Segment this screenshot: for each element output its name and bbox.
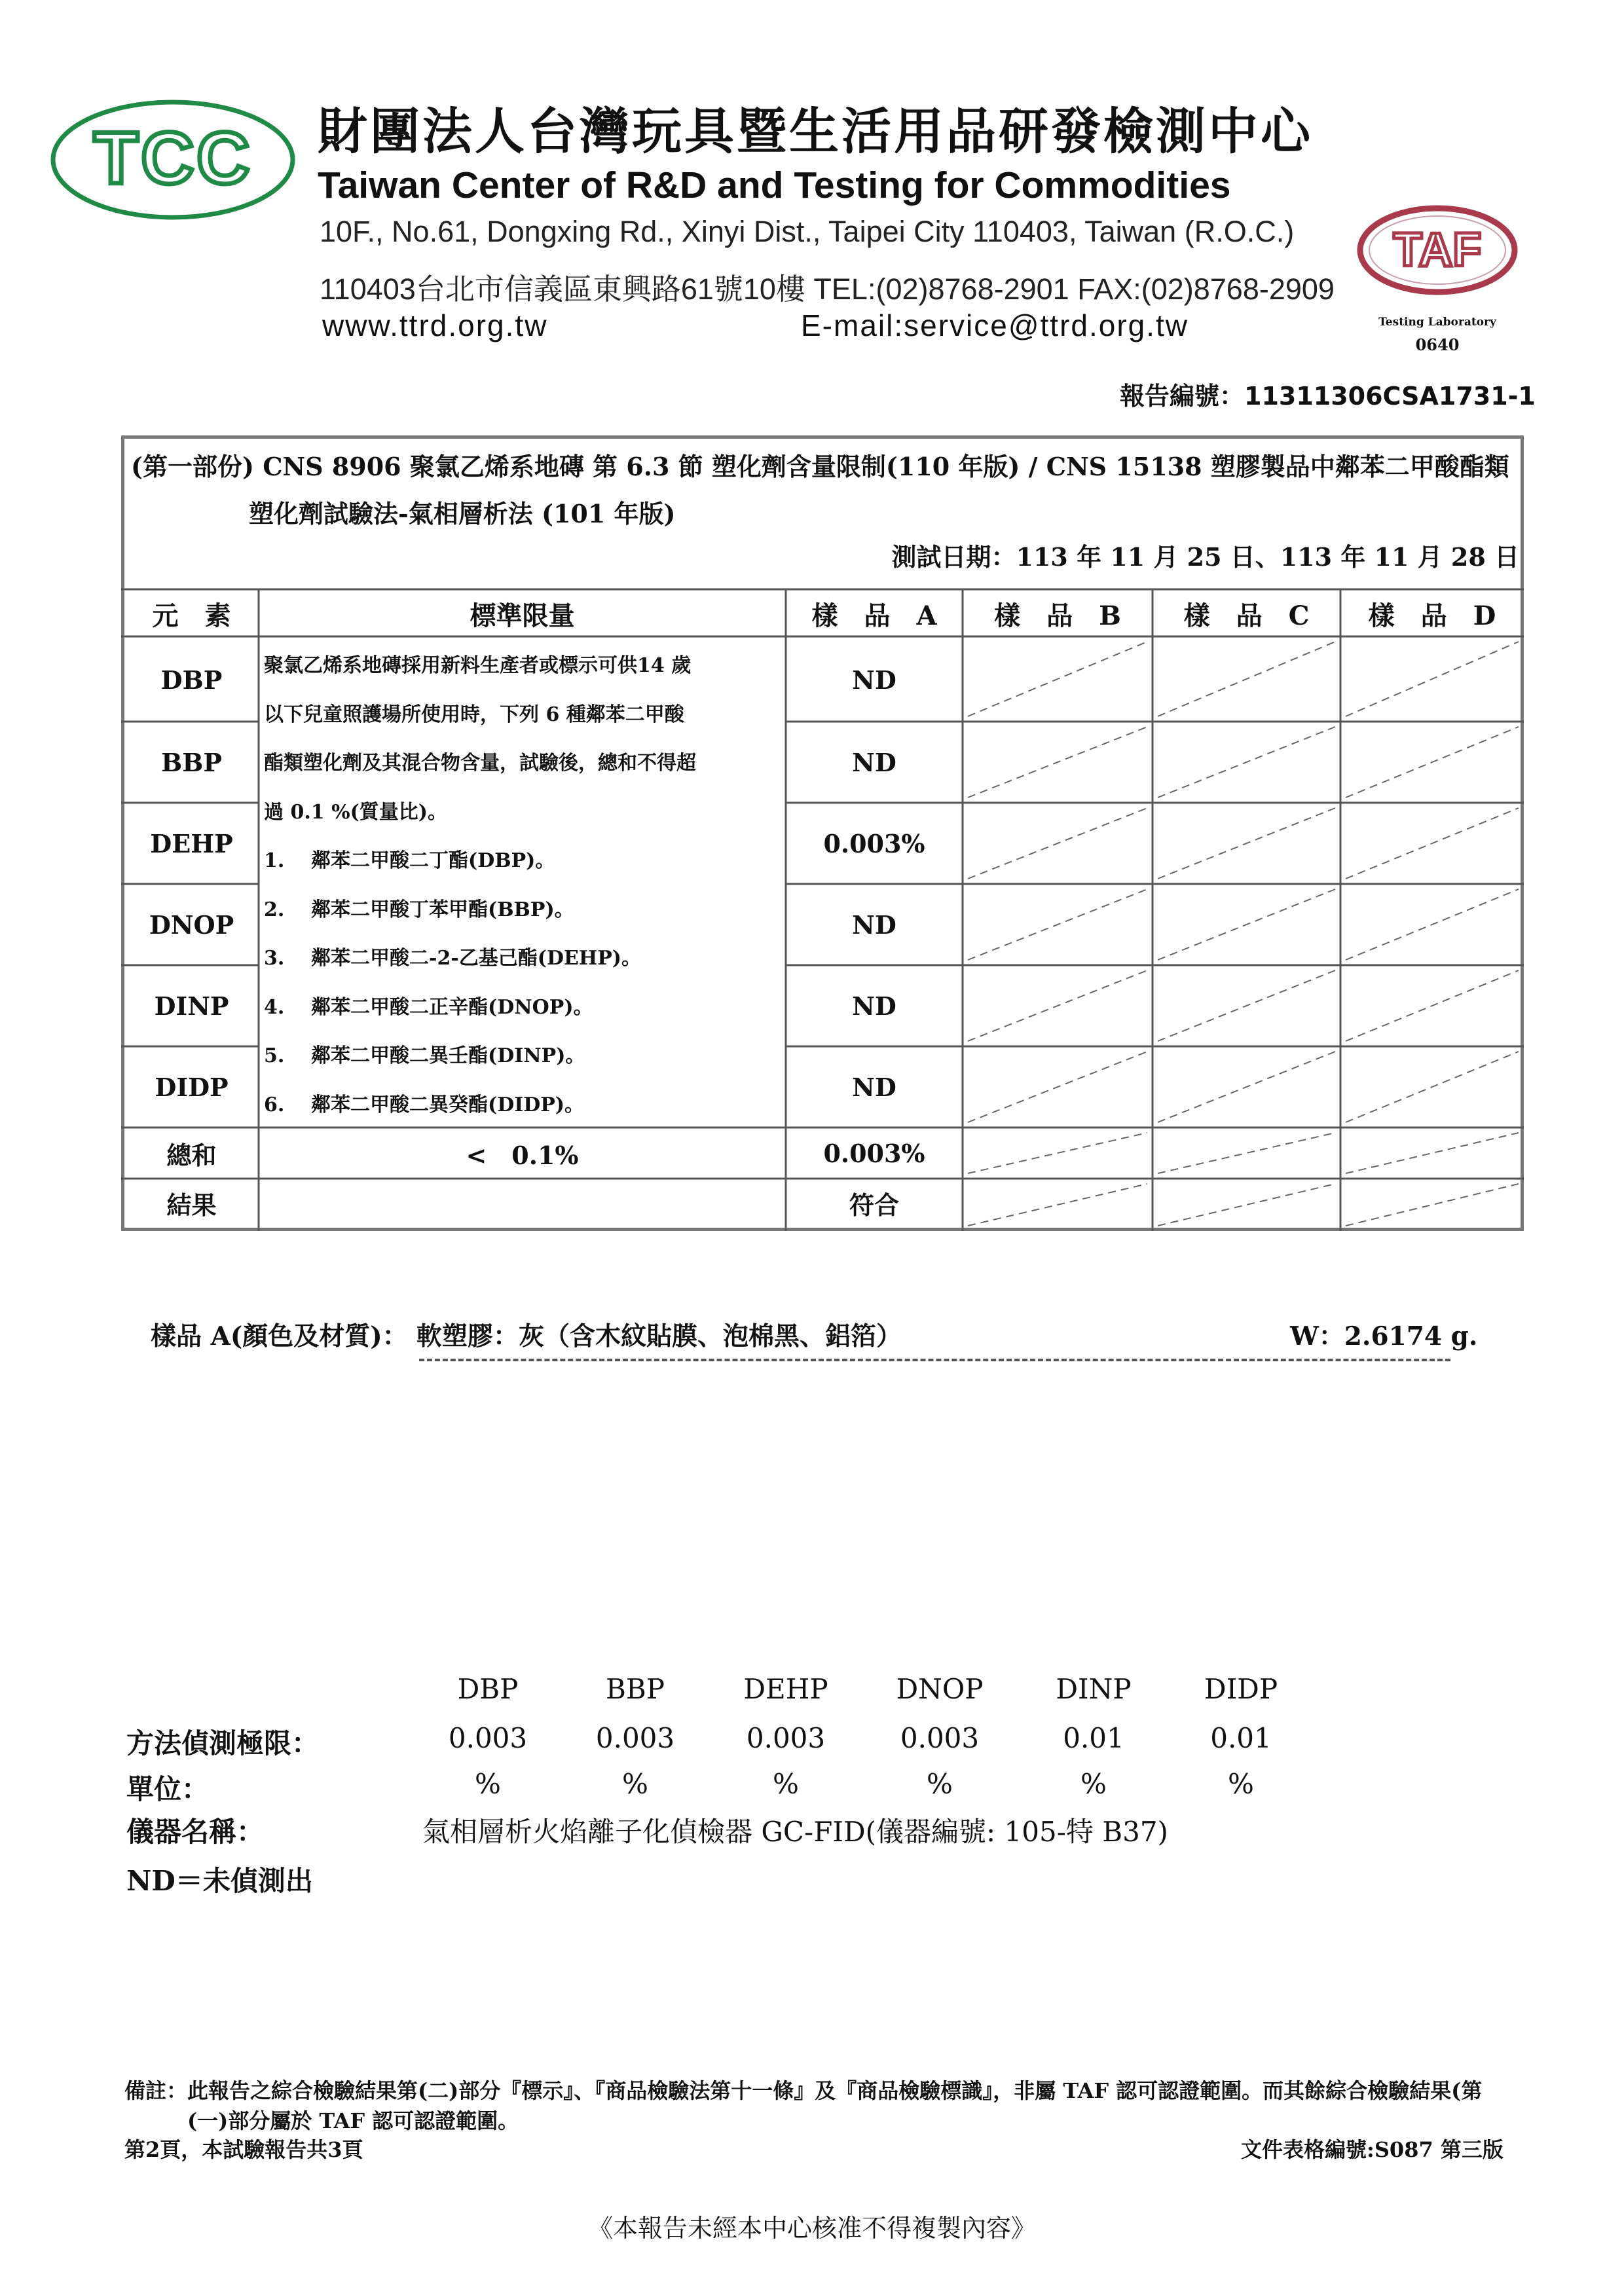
not-applicable-slash [1346, 1052, 1519, 1122]
not-applicable-slash [968, 1052, 1147, 1122]
row-sample-a-bbp: ND [852, 747, 896, 777]
remark-line1: 備註：此報告之綜合檢驗結果第(二)部分『標示』、『商品檢驗法第十一條』及『商品檢驗標識』，非屬 TAF 認可認證範圍。而其餘綜合檢驗結果(第 [124, 2078, 1483, 2103]
remark [124, 2076, 1532, 2136]
row-sample-a-dnop: ND [852, 909, 896, 940]
standard-item-num: 3. [264, 947, 285, 970]
row-sample-a-didp: ND [852, 1072, 896, 1102]
not-applicable-slash [1346, 808, 1519, 879]
compound-dnop: DNOP [896, 1673, 984, 1705]
compound-dbp: DBP [457, 1673, 519, 1705]
header-element: 元 素 [152, 600, 231, 631]
standard-line: 以下兒童照護場所使用時，下列 6 種鄰苯二甲酸 [264, 703, 684, 726]
address-en: 10F., No.61, Dongxing Rd., Xinyi Dist., Taipei City 110403, Taiwan (R.O.C.) [320, 215, 1295, 248]
standard-item-num: 4. [264, 995, 285, 1019]
detection-limit-bbp: 0.003 [595, 1722, 675, 1754]
standard-item-text: 鄰苯二甲酸二丁酯(DBP)。 [311, 849, 555, 872]
form-number: 文件表格編號:S087 第三版 [1241, 2137, 1504, 2162]
not-applicable-slash [968, 808, 1147, 879]
nd-note: ND＝未偵測出 [126, 1865, 313, 1897]
standard-item-text: 鄰苯二甲酸二異壬酯(DINP)。 [311, 1044, 585, 1067]
not-applicable-slash [1158, 1133, 1335, 1173]
compound-dinp: DINP [1056, 1673, 1132, 1705]
not-applicable-slash [1158, 889, 1335, 960]
not-applicable-slash [1346, 642, 1519, 716]
org-name-cn: 財團法人台灣玩具暨生活用品研發檢測中心 [318, 102, 1313, 160]
test-title-line2: 塑化劑試驗法-氣相層析法 (101 年版) [249, 499, 676, 528]
row-element-didp: DIDP [155, 1072, 229, 1102]
taf-number: 0640 [1415, 335, 1460, 354]
not-applicable-slash [1346, 889, 1519, 960]
standard-item [264, 886, 781, 935]
remark-line2: (一)部分屬於 TAF 認可認證範圍。 [187, 2108, 519, 2133]
detection-limit-dbp: 0.003 [448, 1722, 528, 1754]
copyright-notice: 《本報告未經本中心核准不得複製內容》 [587, 2214, 1036, 2243]
standard-item-num: 6. [264, 1093, 285, 1116]
standard-item-num: 1. [264, 849, 285, 872]
sample-weight: W：2.6174 g. [1290, 1321, 1478, 1351]
not-applicable-slash [1346, 727, 1519, 798]
standard-item-text: 鄰苯二甲酸丁苯甲酯(BBP)。 [311, 898, 574, 921]
not-applicable-slash [968, 970, 1147, 1041]
website-link[interactable]: www.ttrd.org.tw [322, 308, 548, 342]
standard-line: 聚氯乙烯系地磚採用新料生產者或標示可供14 歲 [264, 654, 692, 677]
not-applicable-slash [968, 727, 1147, 798]
not-applicable-slash [1158, 1052, 1335, 1122]
row-sample-a-dehp: 0.003% [823, 828, 925, 858]
not-applicable-slash [968, 1184, 1147, 1226]
detection-limit-dinp: 0.01 [1063, 1722, 1124, 1754]
standard-item [264, 983, 781, 1033]
row-sample-a-dbp: ND [852, 665, 896, 695]
not-applicable-slash [1346, 1133, 1519, 1173]
not-applicable-slash [1158, 1184, 1335, 1226]
not-applicable-slash [1346, 1184, 1519, 1226]
not-applicable-slash [1158, 808, 1335, 879]
test-date: 測試日期：113 年 11 月 25 日、113 年 11 月 28 日 [891, 542, 1519, 572]
taf-logo-text: TAF [1393, 224, 1482, 276]
detection-limit-dnop: 0.003 [900, 1722, 980, 1754]
org-name-en: Taiwan Center of R&D and Testing for Commodities [318, 164, 1231, 206]
row-element-dehp: DEHP [150, 828, 233, 858]
report-number: 報告編號：11311306CSA1731-1 [1120, 382, 1536, 411]
header-sample-a: 樣 品 A [811, 600, 937, 631]
not-applicable-slash [968, 889, 1147, 960]
instrument-label: 儀器名稱： [126, 1816, 265, 1848]
test-title-line1: (第一部份) CNS 8906 聚氯乙烯系地磚 第 6.3 節 塑化劑含量限制(110 年版) / CNS 15138 塑膠製品中鄰苯二甲酸酯類 [131, 452, 1509, 481]
standard-item [264, 934, 781, 983]
unit-bbp: % [622, 1768, 648, 1800]
compound-dehp: DEHP [743, 1673, 828, 1705]
taf-subtitle: Testing Laboratory [1378, 316, 1496, 329]
standard-limit-text [264, 642, 781, 1129]
unit-didp: % [1228, 1768, 1254, 1800]
unit-dehp: % [773, 1768, 799, 1800]
standard-item [264, 1032, 781, 1081]
unit-dnop: % [927, 1768, 953, 1800]
result-sample-a: 符合 [849, 1190, 899, 1220]
standard-line: 過 0.1 %(質量比)。 [264, 800, 447, 824]
not-applicable-slash [1158, 727, 1335, 798]
total-sample-a: 0.003% [823, 1138, 925, 1168]
unit-dinp: % [1080, 1768, 1107, 1800]
header-sample-b: 樣 品 B [994, 600, 1121, 631]
standard-item-num: 2. [264, 898, 285, 921]
header-sample-d: 樣 品 D [1368, 600, 1496, 631]
instrument-name: 氣相層析火焰離子化偵檢器 GC-FID(儀器編號: 105-特 B37) [422, 1816, 1168, 1848]
total-limit: < 0.1% [466, 1140, 579, 1170]
tcc-logo-text: TCC [93, 117, 253, 199]
row-element-dinp: DINP [154, 991, 229, 1021]
row-element-bbp: BBP [161, 747, 222, 777]
standard-item-text: 鄰苯二甲酸二-2-乙基己酯(DEHP)。 [311, 947, 641, 970]
standard-item [264, 1081, 781, 1130]
result-label: 結果 [166, 1190, 217, 1220]
standard-item-text: 鄰苯二甲酸二正辛酯(DNOP)。 [311, 995, 593, 1019]
compound-didp: DIDP [1204, 1673, 1278, 1705]
unit-label: 單位： [126, 1773, 210, 1805]
not-applicable-slash [968, 642, 1147, 716]
email-link[interactable]: E-mail:service@ttrd.org.tw [801, 308, 1189, 342]
detection-limit-dehp: 0.003 [746, 1722, 826, 1754]
detection-limit-label: 方法偵測極限： [126, 1727, 320, 1759]
total-label: 總和 [166, 1140, 217, 1170]
address-cn-tel-fax: 110403台北市信義區東興路61號10樓 TEL:(02)8768-2901 FAX:(02)8768-2909 [320, 272, 1335, 306]
not-applicable-slash [1158, 642, 1335, 716]
header-sample-c: 樣 品 C [1183, 600, 1310, 631]
header-standard-limit: 標準限量 [470, 600, 575, 631]
standard-item-num: 5. [264, 1044, 285, 1067]
compound-bbp: BBP [606, 1673, 665, 1705]
row-sample-a-dinp: ND [852, 991, 896, 1021]
row-element-dnop: DNOP [149, 909, 234, 940]
row-element-dbp: DBP [160, 665, 223, 695]
standard-item [264, 837, 781, 886]
sample-description: 軟塑膠：灰（含木紋貼膜、泡棉黑、鋁箔） [416, 1321, 902, 1351]
sample-label: 樣品 A(顏色及材質)： [151, 1321, 408, 1351]
standard-line: 酯類塑化劑及其混合物含量，試驗後，總和不得超 [264, 752, 696, 775]
not-applicable-slash [1158, 970, 1335, 1041]
not-applicable-slash [1346, 970, 1519, 1041]
page-info: 第2頁，本試驗報告共3頁 [124, 2137, 363, 2162]
detection-limit-didp: 0.01 [1210, 1722, 1272, 1754]
unit-dbp: % [475, 1768, 501, 1800]
standard-item-text: 鄰苯二甲酸二異癸酯(DIDP)。 [311, 1093, 585, 1116]
dashed-divider [419, 1359, 1450, 1361]
not-applicable-slash [968, 1133, 1147, 1173]
